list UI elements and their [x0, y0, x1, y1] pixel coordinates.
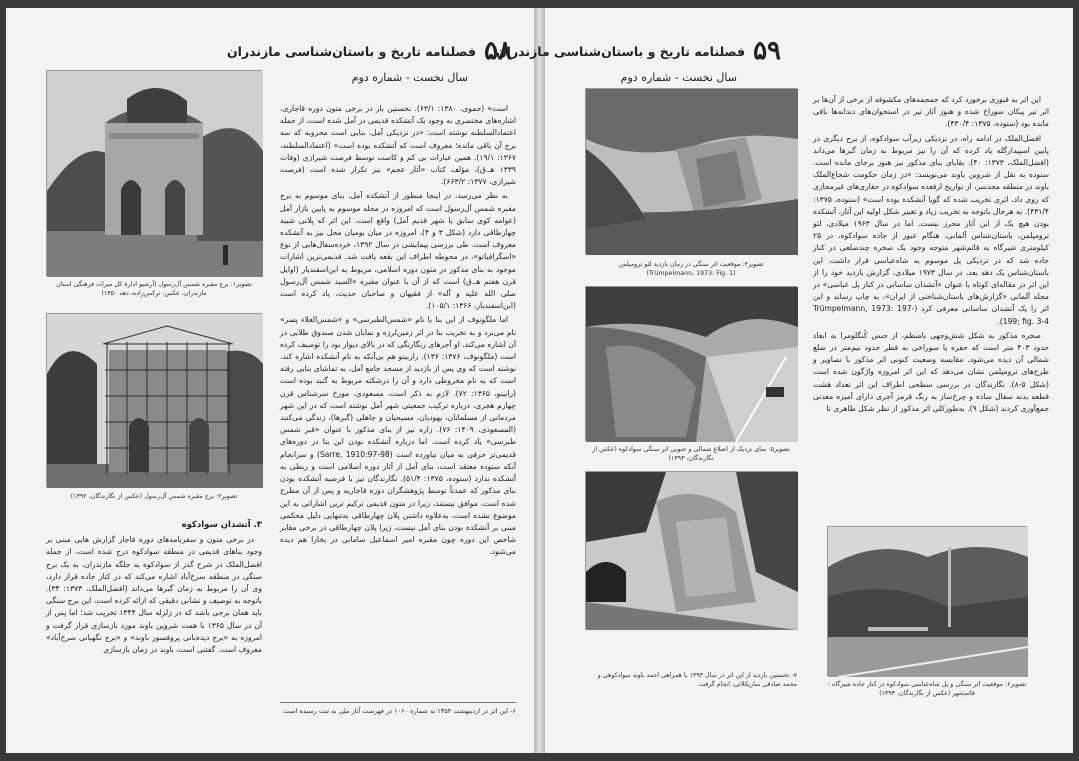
page-header [227, 36, 512, 84]
paragraph: در برخی متون و سفرنامه‌های دوره قاجار گزارش هایی مبنی بر وجود بناهای قدیمی در منطقه سوادکوه درج شده است، از جمله افضل‌الملک در شرح گذر از سوادکوه به جلگه مازندران، به یک برج سنگی در منطقه سرخ‌آباد اشاره می‌کند که در کنار جاده قرار دارد، وی آن را مربوط به زمان گبرها می‌داند (افضل‌الملک، ۱۳۷۳: ۳۴). باتوجه به توصیف و نشانی دقیقی که ارائه کرده است، این برج سنگی باید همان برجی باشد که در زلزله سال ۱۳۴۴ تخریب شد؛ اما پس از آن در سال ۱۳۶۵ با همت شروین باوند مورد بازسازی قرار گرفت و امروزه به «برج دیده‌بانی پروفسور باوند» و «برج نگهبانی سرخ‌آباد» معروف است. گفتنی است، باوند در زمان بازسازی [46, 535, 263, 655]
figure-photo-2 [46, 313, 262, 487]
figure-photo-5 [585, 286, 797, 441]
text-column [280, 103, 516, 698]
paragraph: صخره مذکور به شکل شش‌وجهی نامنظم، از جنس کُنگلومرا به ابعاد حدود ۴۰۳ متر است که حفره یا سوراخی به قطر حدود نیم‌متر در ضلع شمالی آن دیده می‌شود. مقایسه وضعیت کنونی اثر مذکور با تصاویر و طرح‌های ترومپلمن نشان می‌دهد که این اثر امروزه واژگون شده است (شکل ۵-۸). نگارندگان در بررسی سطحی اطراف این اثر تعداد هشت قطعه بدنه سفال ساده و چرخ‌ساز به رنگ قرمز آجری دارای آمیزه معدنی جمع‌آوری کردند (شکل ۹). به‌طورکلی اثر مذکور از نظر شکل ظاهری تا [813, 330, 1049, 414]
right-page [496, 8, 1073, 753]
paragraph: به نظر می‌رسد، در اینجا منظور از آتشکده آمل، بنای موسوم به برج مقبره شمس آل‌رسول است که امروزه در محله موسوم به پایین بازار آمل (عوامه کوی سابق یا شهر قدیم آمل) واقع است. این اثر که پلانی شبیه چهارطاقی دارد (شکل ۳ و ۴)، امروزه در میان بومیان محل نیز به آتشکده معروف است. طی بررسی پیمایشی در سال ۱۳۹۲، خرده‌سفال‌هایی از نوع «اسگرافیاتو»، در محوطه اطراف این بقعه یافت شد. قدیمی‌ترین اشارات موجود به بنای مذکور در متون دوره اسلامی، مربوط به ابن‌اسفندیار (اوایل قرن هفتم هـ.ق) است که از آن با عنوان مقبره «السید شمس آل‌رسول صلی الله علیه و آله» از فقیهان و صاحبان حدیث، یاد کرده است (ابن‌اسفندیار، ۱۳۶۶: ۱۰۵/۱). [280, 191, 516, 311]
paragraph: اما ملگونوف از این بنا با نام «شمس‌الطبرسی» و «شمس‌العلاء پسر» نام می‌برد و به تخریب بنا در اثر زمین‌لرزه و نمایان شدن صندوق طلایی در آن اشاره می‌کند. او آجرهای رنگارنگی که در بالای دیوار بود را توصیف کرده است (ملگونوف، ۱۳۷۶: ۱۳۶). راربینو هم بی‌آنکه به نام آتشکده اشاره کند، نوشته است که وی پس از بازدید از مسجد جامع آمل، به تماشای بنایی رفته است که به نام مخروطی دارد و آن را درشکته مربوط به گنبد بوده است (رابینو، ۱۳۶۵: ۷۲). لازم به ذکر است، مسعودی، مورخ سرشناس قرن چهارم هجری، درباره ترکیب جمعیتی شهر آمل نوشته است که در این شهر مردمانی از مسلمانان، یهودیان، مسیحیان و جاهلی (گبرها)، زندگی می‌کنند (المسعودی، ۱۴۰۹: ۷۶). زاره نیز از بنای مذکور با عنوان «قبر شمس طبرسی» یاد کرده است. اما درباره آتشکده بودن این بنا در دوره‌های قدیمی‌تر حرفی به میان نیاورده است (Sarre, 1910:97-98) و سرانجام آنکه ستوده معتقد است، بنای آمل از آثار دوره اسلامی است و ربطی به آتشکده ندارد (ستوده، ۱۳۷۵: ۵۱/۴). نگارندگان نیز با فرضیه آتشکده بودن بنای مذکور که عمدتاً توسط پژوهشگران دوره قاجاریه و پس از آن مطرح شده است، موافق نیستند، زیرا در متون قدیمی ترکیم ترین اشاراتی به این موضوع نشده است، به‌علاوه داشتن پلان چهارطاقی به‌تنهایی دلیل محکمی مبنی بر آتشکده بودن بنای آمل نیست، زیرا پلان چهارطاقی در برخی مقابر شاخص این دوره چون مقبره امیر اسماعیل سامانی در بخارا هم دیده می‌شود. [280, 315, 516, 557]
paragraph: است» (حموی، ۱۳۸۰: ۶۳/۱). نخستین بار در برخی متون دوره قاجاری، اشاره‌های مختصری به وجود یک آتشکده قدیمی در آمل شده است، از جمله اعتمادالسلطنه نوشته است: «در نزدیکی آمل، بنایی است محروبه که سه برج آن باقی مانده؛ معروف است که آتشکده بوده است» (اعتمادالسلطنه، ۱۳۶۷: ۱۹/۱). همین عبارات بی کم و کاست توسط فرصت شیرازی (وفات ۱۳۳۹ هـ.ق)، مؤلف کتاب «آثار عجم» نیز تکرار شده است (فرصت شیرازی، ۱۳۷۷: ۶۶۳/۲). [280, 104, 516, 187]
figure-caption-5: تصویر۵: نمای نزدیک از اضلاع شمالی و جنوبی اثر سنگی سوادکوه (عکس از نگارندگان، ۱۳۹۳) [592, 446, 790, 462]
section-heading: ۳. آتشدان سوادکوه [181, 520, 262, 530]
paragraph: این اثر به قبوری برخورد کرد که جمجمه‌های مکشوفه از برخی از آن‌ها بر اثر تیر پیکان سوراخ شده و هنوز آثار تیر در استخوان‌های دندانه‌ها باقی مانده بود (ستوده، ۱۳۷۵: ۴۳۰/۴). [813, 95, 1049, 129]
left-page [6, 8, 534, 753]
book-gutter [534, 8, 545, 753]
page-header [496, 36, 781, 84]
journal-title: ۵۹فصلنامه تاریخ و باستان‌شناسی مازندران [496, 36, 781, 66]
figure-caption-1: تصویر۱: برج مقبره شمس آل‌رسول (آرشیو ادارۀ کل میراث فرهنگی استان مازندران، عکس: ترکمن‌زاده، دهه ۱۳۵۰) [56, 281, 252, 297]
paragraph: افضل‌الملک در ادامه راه، در نزدیکی زیرآب سوادکوه، از برج دیگری در پایین اسپیدارگله یاد کرده که آن را نیز مربوط به زمان گبرها می‌داند (افضل‌الملک، ۱۳۷۳: ۴۰). بقایای بنای مذکور نیز هنوز برجای مانده است. ستوده به نقل از شروین باوند می‌نویسد: «در زمان حکومت شجاع‌الملک باوند در منطقه مجدسر، از تواریخ ارفعده سوادکوه در حفاری‌های غیرمجازی که روی داد، اثری تخریب شده که گویا آتشکده بوده است» (ستوده، ۱۳۷۵: ۴۳۱/۴). به هرحال باتوجه به تخریب زیاد و تغییر شکل اولیه این آثار، آتشکده بودن هیچ یک از این آثار محرز نیست. اما در سال ۱۹۶۳ میلادی، لئو ترومپلمن، باستان‌شناس آلمانی، هنگام عبور از جاده سوادکوه، در ۲۵ کیلومتری شیرگاه به قائم‌شهر متوجه وجود یک صخره چندضلعی در کنار جاده شد که در نزدیکی پل موسوم به شاه‌عباسی قرار داشت. این باستان‌شناس یک دهه بعد، در سال ۱۹۷۳ میلادی، گزارش بازدید خود را از این اثر در مقاله‌ای کوتاه با عنوان «آتشدان ساسانی در کنار پل عباسی» در مجله آلمانی «گزارش‌های باستان‌شناختی از ایران»، به چاپ رساند و این اثر را یک آتشدان ساسانی معرفی کرد (Trümpelmann, 1973: 197-199; fig. 3-4). [813, 133, 1049, 326]
figure-photo-4 [585, 88, 797, 254]
figure-photo-6 [827, 526, 1027, 676]
footnote-7: ۷- نخستین بازدید از این اثر در سال ۱۳۹۳ با همراهی احمد باوند سوادکوهی و محمد صادقی ساریکلائی، انجام گرفت. [597, 672, 797, 688]
page-number: ۵۸ [484, 36, 512, 66]
journal-title: ۵۸فصلنامه تاریخ و باستان‌شناسی مازندران [227, 36, 512, 66]
section-column [46, 513, 262, 693]
figure-photo-7 [585, 471, 797, 629]
figure-caption-4: تصویر۴: موقعیت اثر سنگی در زمان بازدید لئو ترومپلمن (Trümpelmann, 1973: Fig. 1) [618, 261, 764, 277]
issue-line: سال نخست - شماره دوم [351, 71, 468, 84]
figure-caption-6: تصویر۶: موقعیت اثر سنگی و پل شاه‌عباسی سوادکوه در کنار جاده شیرگاه - قائم‌شهر (عکس از نگارندگان، ۱۳۹۳) [827, 681, 1027, 697]
text-column [813, 94, 1049, 514]
footnote: ۶- این اثر در اردیبهشت ۱۳۵۴ به شماره ۱۰۶۰ در فهرست آثار ملی به ثبت رسیده است. [280, 702, 516, 717]
page-number: ۵۹ [753, 36, 781, 66]
issue-line: سال نخست - شماره دوم [620, 71, 737, 84]
figure-caption-2: تصویر۲: برج مقبره شمس آل‌رسول (عکس از نگارندگان، ۱۳۹۲) [70, 493, 238, 500]
figure-photo-1 [46, 70, 262, 276]
